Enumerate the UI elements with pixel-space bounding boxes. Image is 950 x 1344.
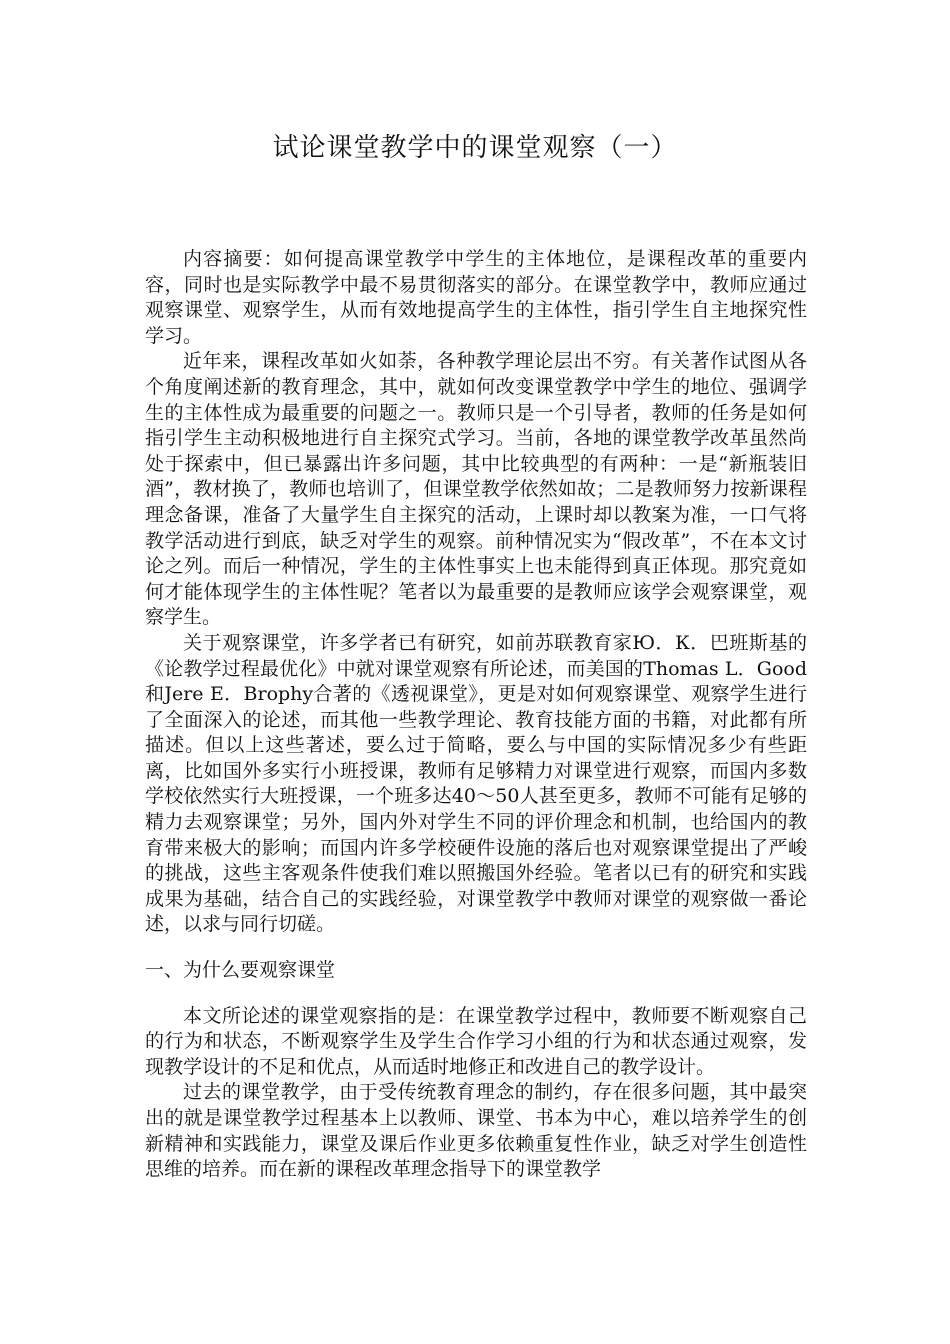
- abstract-paragraph: 内容摘要：如何提高课堂教学中学生的主体地位，是课程改革的重要内容，同时也是实际教学中最不易贯彻落实的部分。在课堂教学中，教师应通过观察课堂、观察学生，从而有效地提高学生的主体性，指引学生自主地探究性学习。: [145, 248, 807, 347]
- definition-paragraph: 本文所论述的课堂观察指的是：在课堂教学过程中，教师要不断观察自己的行为和状态，不断观察学生及学生合作学习小组的行为和状态通过观察，发现教学设计的不足和优点，从而适时地修正和改进自己的教学设计。: [145, 1004, 807, 1078]
- document-body: [145, 247, 807, 1183]
- literature-paragraph: 关于观察课堂，许多学者已有研究，如前苏联教育家Ю．К．巴班斯基的《论教学过程最优化》中就对课堂观察有所论述，而美国的Thomas L．Good和Jere E．Brophy合著的《透视课堂》，更是对如何观察课堂、观察学生进行了全面深入的论述，而其他一些教学理论、教育技能方面的书籍，对此都有所描述。但以上这些著述，要么过于简略，要么与中国的实际情况多少有些距离，比如国外多实行小班授课，教师有足够精力对课堂进行观察，而国内多数学校依然实行大班授课，一个班多达40～50人甚至更多，教师不可能有足够的精力去观察课堂；另外，国内外对学生不同的评价理念和机制，也给国内的教育带来极大的影响；而国内许多学校硬件设施的落后也对观察课堂提出了严峻的挑战，这些主客观条件使我们难以照搬国外经验。笔者以已有的研究和实践成果为基础，结合自己的实践经验，对课堂教学中教师对课堂的观察做一番论述，以求与同行切磋。: [145, 631, 807, 936]
- section-heading: 一、为什么要观察课堂: [145, 959, 336, 982]
- history-paragraph: 过去的课堂教学，由于受传统教育理念的制约，存在很多问题，其中最突出的就是课堂教学过程基本上以教师、课堂、书本为中心，难以培养学生的创新精神和实践能力，课堂及课后作业更多依赖重复性作业，缺乏对学生创造性思维的培养。而在新的课程改革理念指导下的课堂教学: [145, 1081, 807, 1181]
- intro-paragraph: 近年来，课程改革如火如荼，各种教学理论层出不穷。有关著作试图从各个角度阐述新的教育理念，其中，就如何改变课堂教学中学生的地位、强调学生的主体性成为最重要的问题之一。教师只是一个引导者，教师的任务是如何指引学生主动积极地进行自主探究式学习。当前，各地的课堂教学改革虽然尚处于探索中，但已暴露出许多问题，其中比较典型的有两种：一是“新瓶装旧酒”，教材换了，教师也培训了，但课堂教学依然如故；二是教师努力按新课程理念备课，准备了大量学生自主探究的活动，上课时却以教案为准，一口气将教学活动进行到底，缺乏对学生的观察。前种情况实为“假改革”，不在本文讨论之列。而后一种情况，学生的主体性事实上也未能得到真正体现。那究竟如何才能体现学生的主体性呢？笔者以为最重要的是教师应该学会观察课堂，观察学生。: [145, 350, 807, 629]
- document-title: 试论课堂教学中的课堂观察（一）: [272, 133, 678, 163]
